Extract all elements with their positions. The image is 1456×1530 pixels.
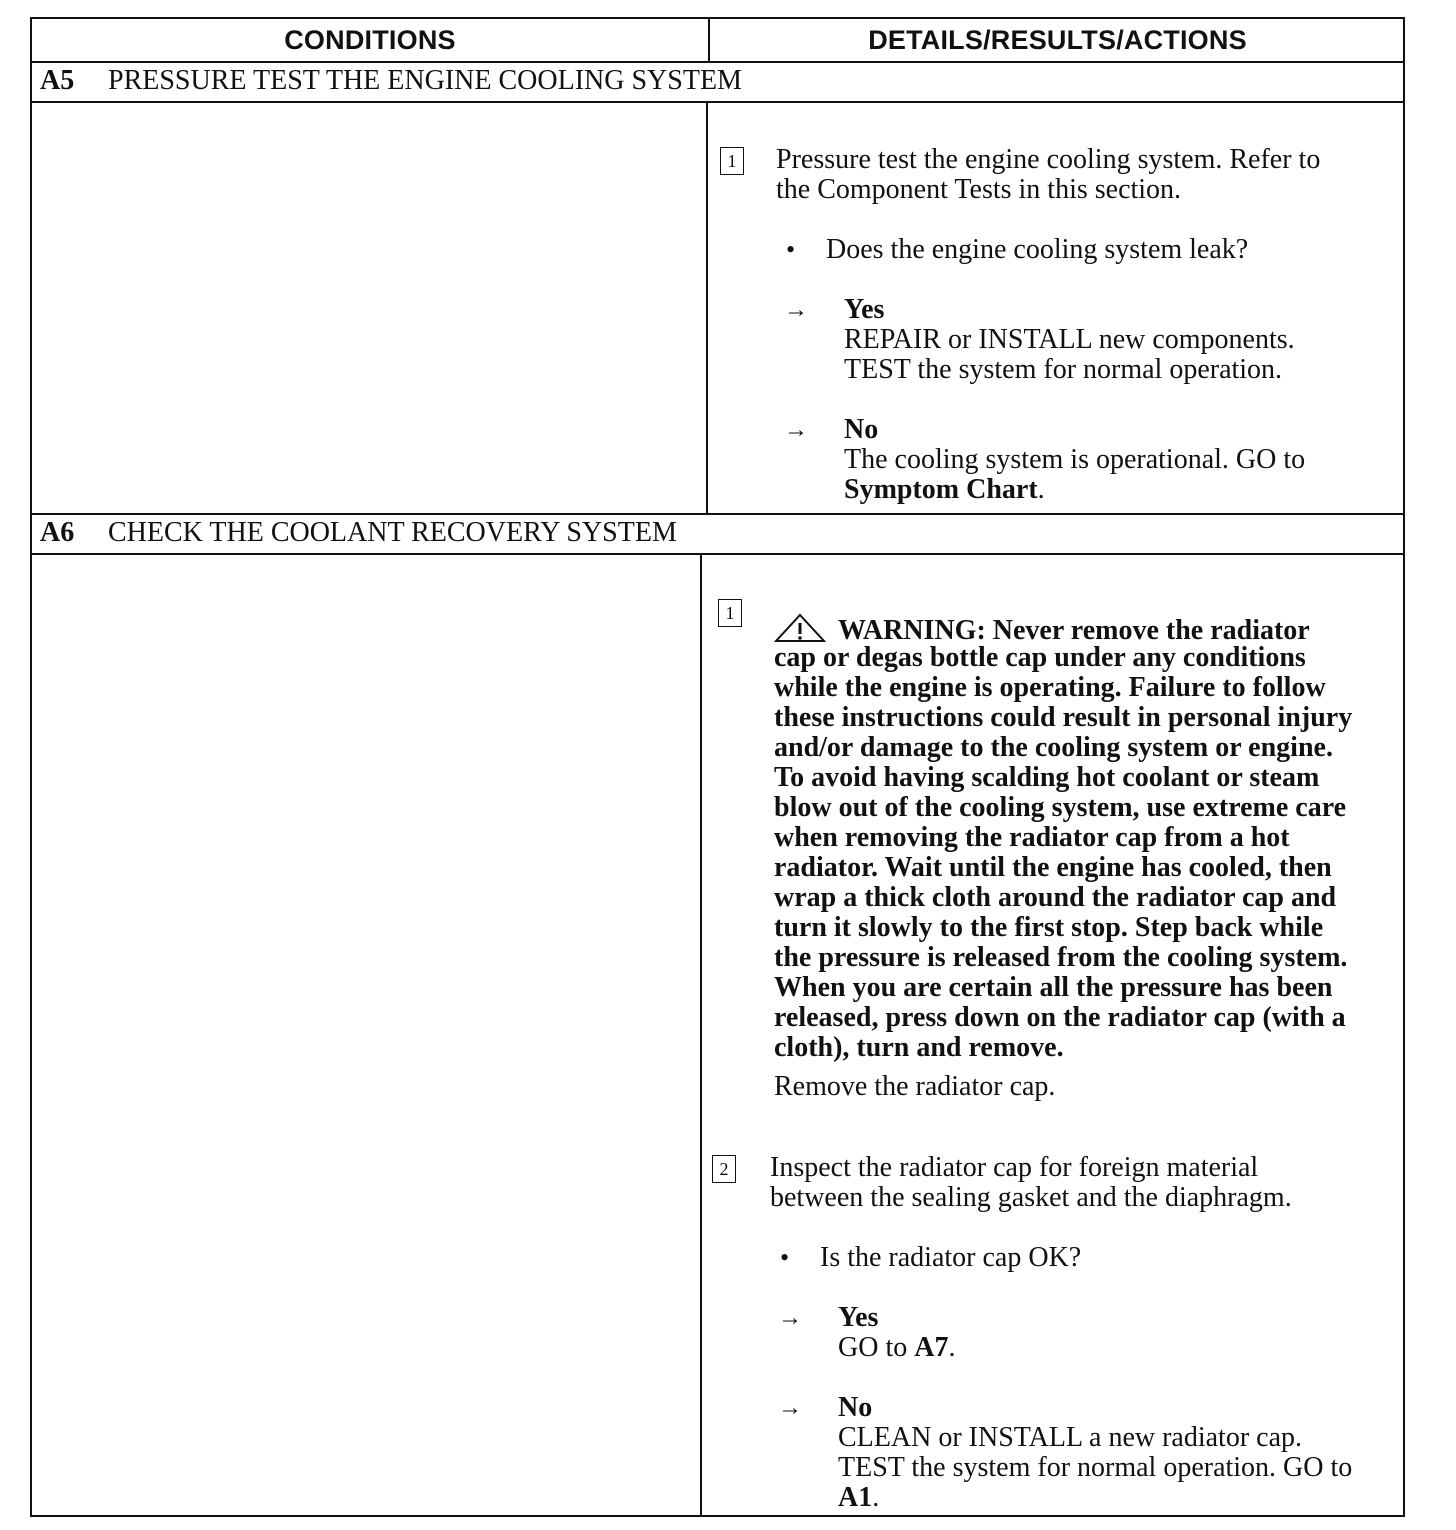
- a6-step2-line1: Inspect the radiator cap for foreign material: [770, 1152, 1259, 1183]
- warning-line-7: blow out of the cooling system, use extreme care: [774, 792, 1347, 823]
- warning-line-5: and/or damage to the cooling system or engine.: [774, 732, 1333, 763]
- a5-step-title: [40, 63, 742, 99]
- a6-step1-action: Remove the radiator cap.: [774, 1071, 1056, 1102]
- a6-step2-line2: between the sealing gasket and the diaphragm.: [770, 1182, 1292, 1213]
- warning-line-4: these instructions could result in personal injury: [774, 702, 1353, 733]
- warning-triangle-icon: [774, 613, 826, 643]
- a6-yes-arrow: →: [778, 1305, 802, 1331]
- a5-step-heading: PRESSURE TEST THE ENGINE COOLING SYSTEM: [108, 65, 742, 96]
- a7-step-reference[interactable]: A7: [914, 1332, 949, 1363]
- warning-line-1: WARNING: Never remove the radiator: [774, 613, 1310, 646]
- a1-step-reference[interactable]: A1: [838, 1482, 873, 1513]
- a5-no-arrow: →: [784, 417, 808, 443]
- header-column-divider: [708, 19, 710, 61]
- warning-line-8: when removing the radiator cap from a hot: [774, 822, 1290, 853]
- a6-step-heading: CHECK THE COOLANT RECOVERY SYSTEM: [108, 517, 677, 548]
- a6-step-title: [40, 515, 677, 551]
- warning-line-12: the pressure is released from the cooling system.: [774, 942, 1348, 973]
- a6-no-arrow: →: [778, 1395, 802, 1421]
- a5-details-cell: [718, 101, 1403, 513]
- a5-step-id: A5: [40, 65, 75, 96]
- warning-line-14: released, press down on the radiator cap (with a: [774, 1002, 1346, 1033]
- a6-yes-line1: GO to A7.: [838, 1332, 956, 1363]
- diagnostic-table: [30, 17, 1405, 1517]
- warning-line-3: while the engine is operating. Failure to follow: [774, 672, 1326, 703]
- a6-step1-number-box: 1: [718, 599, 742, 627]
- a5-question: Does the engine cooling system leak?: [826, 234, 1249, 265]
- a5-yes-arrow: →: [784, 297, 808, 323]
- a5-yes-label: Yes: [844, 294, 885, 325]
- warning-line-10: wrap a thick cloth around the radiator cap and: [774, 882, 1337, 913]
- a6-no-line2: TEST the system for normal operation. GO to: [838, 1452, 1353, 1483]
- a5-no-line1: The cooling system is operational. GO to: [844, 444, 1306, 475]
- a6-column-divider: [700, 553, 702, 1517]
- a5-instruction-line1: Pressure test the engine cooling system. Refer to: [776, 144, 1321, 175]
- warning-line-2: cap or degas bottle cap under any conditions: [774, 642, 1306, 673]
- a5-instruction-line2: the Component Tests in this section.: [776, 174, 1182, 205]
- a5-question-bullet: •: [786, 235, 796, 264]
- a5-yes-line2: TEST the system for normal operation.: [844, 354, 1283, 385]
- a6-yes-label: Yes: [838, 1302, 879, 1333]
- a6-no-label: No: [838, 1392, 873, 1423]
- a6-step-id: A6: [40, 517, 75, 548]
- warning-line-13: When you are certain all the pressure has been: [774, 972, 1333, 1003]
- a5-step-number-box: 1: [720, 147, 744, 175]
- a6-details-cell: [710, 553, 1403, 1517]
- a5-no-label: No: [844, 414, 879, 445]
- a6-no-line3: A1.: [838, 1482, 880, 1513]
- a6-step2-number-box: 2: [712, 1155, 736, 1183]
- a6-question: Is the radiator cap OK?: [820, 1242, 1082, 1273]
- a5-no-line2: Symptom Chart.: [844, 474, 1045, 505]
- warning-line-6: To avoid having scalding hot coolant or steam: [774, 762, 1320, 793]
- a6-no-line1: CLEAN or INSTALL a new radiator cap.: [838, 1422, 1303, 1453]
- a5-yes-line1: REPAIR or INSTALL new components.: [844, 324, 1295, 355]
- details-column-header: DETAILS/RESULTS/ACTIONS: [868, 25, 1247, 55]
- warning-line-15: cloth), turn and remove.: [774, 1032, 1064, 1063]
- warning-line-11: turn it slowly to the first stop. Step back while: [774, 912, 1324, 943]
- conditions-column-header: CONDITIONS: [284, 25, 456, 55]
- a5-column-divider: [706, 101, 708, 513]
- warning-line-9: radiator. Wait until the engine has cooled, then: [774, 852, 1332, 883]
- a6-question-bullet: •: [780, 1243, 790, 1272]
- symptom-chart-reference[interactable]: Symptom Chart: [844, 474, 1038, 505]
